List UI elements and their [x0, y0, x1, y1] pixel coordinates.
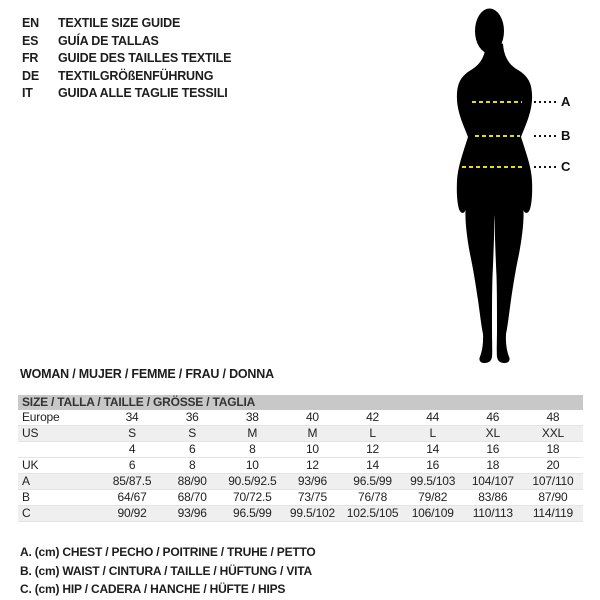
marker-label-b: B	[561, 128, 571, 143]
size-cell: 90/92	[117, 506, 147, 520]
size-cell: 40	[305, 410, 319, 424]
size-cell: L	[429, 426, 436, 440]
size-cell: 96.5/99	[353, 474, 392, 488]
size-cell: 20	[546, 458, 560, 472]
marker-label-a: A	[561, 94, 571, 109]
table-row-us	[18, 426, 583, 442]
size-cell: 6	[188, 442, 196, 456]
size-cell: 70/72.5	[232, 490, 272, 504]
waist-measure-line	[475, 135, 520, 137]
size-cell: 36	[185, 410, 199, 424]
size-cell: 38	[245, 410, 259, 424]
size-cell: 44	[426, 410, 440, 424]
size-cell: 18	[546, 442, 560, 456]
woman-heading: WOMAN / MUJER / FEMME / FRAU / DONNA	[20, 367, 274, 381]
size-cell: 46	[486, 410, 500, 424]
size-cell: 10	[305, 442, 319, 456]
size-cell: 90.5/92.5	[228, 474, 277, 488]
row-label: US	[22, 426, 39, 440]
size-cell: 4	[128, 442, 136, 456]
size-cell: 88/90	[177, 474, 207, 488]
row-label: UK	[22, 458, 39, 472]
legend-hip: C. (cm) HIP / CADERA / HANCHE / HÜFTE / HIPS	[20, 582, 286, 597]
waist-pointer-line	[534, 135, 558, 137]
size-cell: S	[188, 426, 197, 440]
table-row-europe	[18, 410, 583, 426]
table-row-hip	[18, 506, 583, 522]
language-row	[22, 50, 231, 68]
size-cell: 8	[188, 458, 196, 472]
size-cell: 73/75	[297, 490, 327, 504]
language-row	[22, 15, 231, 33]
size-cell: 106/109	[411, 506, 454, 520]
size-cell: XL	[485, 426, 500, 440]
size-cell: 6	[128, 458, 136, 472]
table-header: SIZE / TALLA / TAILLE / GRÖSSE / TAGLIA	[18, 395, 583, 410]
row-label: B	[22, 490, 30, 504]
language-list	[22, 15, 231, 103]
row-label: Europe	[22, 410, 60, 424]
language-code: DE	[22, 68, 39, 83]
size-cell: 14	[366, 458, 380, 472]
legend-waist: B. (cm) WAIST / CINTURA / TAILLE / HÜFTUNG / VITA	[20, 563, 312, 578]
size-cell: M	[307, 426, 318, 440]
size-cell: 93/96	[297, 474, 327, 488]
measurement-legend	[20, 543, 316, 599]
language-row	[22, 68, 231, 86]
marker-label-c: C	[561, 159, 571, 174]
size-cell: L	[369, 426, 376, 440]
size-cell: 96.5/99	[232, 506, 272, 520]
size-cell: 102.5/105	[346, 506, 399, 520]
size-cell: 14	[426, 442, 440, 456]
size-cell: 34	[125, 410, 139, 424]
size-cell: XXL	[541, 426, 564, 440]
language-code: EN	[22, 16, 39, 30]
size-cell: S	[128, 426, 136, 440]
table-row-uk	[18, 458, 583, 474]
guide-title: GUIDA ALLE TAGLIE TESSILI	[58, 86, 228, 101]
size-cell: 79/82	[418, 490, 448, 504]
language-code: ES	[22, 33, 39, 48]
language-code: IT	[22, 86, 33, 101]
hip-measure-line	[462, 166, 524, 168]
size-cell: 104/107	[471, 474, 514, 488]
language-code: FR	[22, 51, 39, 66]
table-row-us-numeric	[18, 442, 583, 458]
table-row-chest	[18, 474, 583, 490]
size-cell: 76/78	[358, 490, 388, 504]
woman-silhouette-icon	[456, 8, 534, 364]
size-cell: 48	[546, 410, 560, 424]
size-cell: 8	[249, 442, 256, 456]
size-cell: 10	[245, 458, 259, 472]
size-cell: 87/90	[538, 490, 568, 504]
size-cell: 107/110	[532, 474, 574, 488]
size-cell: 114/119	[532, 506, 574, 520]
size-cell: 85/87.5	[112, 474, 152, 488]
language-row	[22, 33, 231, 51]
legend-chest: A. (cm) CHEST / PECHO / POITRINE / TRUHE / PETTO	[20, 545, 316, 559]
size-cell: 99.5/103	[410, 474, 456, 488]
guide-title: GUIDE DES TAILLES TEXTILE	[58, 51, 232, 66]
size-cell: 18	[486, 458, 500, 472]
row-label: A	[22, 474, 30, 488]
size-cell: 12	[366, 442, 380, 456]
guide-title: GUÍA DE TALLAS	[58, 33, 159, 48]
size-cell: 16	[486, 442, 500, 456]
size-cell: 42	[366, 410, 380, 424]
chest-measure-line	[472, 101, 522, 103]
table-row-waist	[18, 490, 583, 506]
guide-title: TEXTILE SIZE GUIDE	[58, 16, 181, 30]
size-cell: 83/86	[478, 490, 508, 504]
size-cell: 16	[426, 458, 440, 472]
guide-title: TEXTILGRÖßENFÜHRUNG	[58, 68, 214, 83]
row-label	[18, 442, 102, 457]
language-row	[22, 85, 231, 103]
size-cell: 64/67	[117, 490, 147, 504]
size-cell: 93/96	[177, 506, 207, 520]
size-cell: 99.5/102	[289, 506, 335, 520]
size-cell: M	[247, 426, 258, 440]
hip-pointer-line	[534, 166, 558, 168]
size-table	[18, 395, 583, 522]
size-cell: 110/113	[472, 506, 513, 520]
chest-pointer-line	[534, 101, 558, 103]
row-label: C	[22, 506, 31, 520]
size-cell: 12	[305, 458, 319, 472]
size-cell: 68/70	[177, 490, 207, 504]
